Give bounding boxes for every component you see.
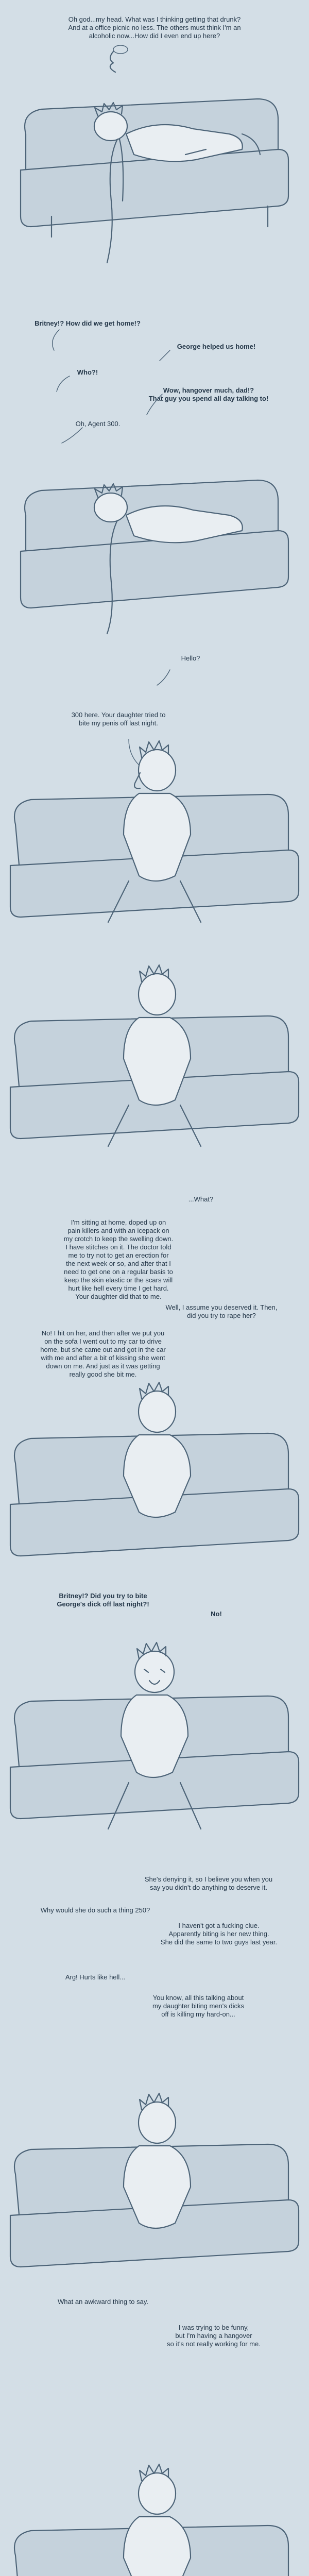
speech-britney-question: Britney!? How did we get home!? [35,319,141,327]
dad-on-phone-illustration-3 [0,1175,309,1566]
speech-daughter-no: No! [211,1610,222,1618]
dad-on-phone-illustration-4 [0,1855,309,2277]
speech-hangover: Wow, hangover much, dad!? That guy you spend all day talking to! [148,386,269,402]
sofa-sleeping-dad-illustration [0,0,309,289]
dad-on-phone-illustration-2 [0,927,309,1175]
comic-panel-2 [0,289,309,639]
comic-panel-5 [0,1175,309,1566]
comic-panel-7 [0,1855,309,2277]
speech-agent-300: Oh, Agent 300. [75,420,121,428]
comic-panel-8 [0,2277,309,2576]
comic-panel-3 [0,639,309,927]
speech-dad-reply: Well, I assume you deserved it. Then, did you try to rape her? [165,1303,278,1319]
speech-300-long: I'm sitting at home, doped up on pain killers and with an icepack on my crotch to keep the swelling down. I have stitches on it. The doctor told me to try not to get an erection for the next week or so, and after that I need to get one on a regular basis to keep the skin elastic or the scars will hurt like hell every time I get hard. Your daughter did that to me. [63,1218,174,1300]
speech-dad-shout: Britney!? Did you try to bite George's dick off last night?! [57,1592,149,1608]
sofa-waking-dad-illustration [0,289,309,639]
dad-on-phone-illustration-5 [0,2277,309,2576]
comic-panel-6 [0,1566,309,1855]
speech-300-hurts: Arg! Hurts like hell... [65,1973,126,1981]
speech-daughter-answer: George helped us home! [177,343,256,350]
speech-300-funny: I was trying to be funny, but I'm having a hangover so it's not really working for me. [167,2324,261,2348]
narration-text: Oh god...my head. What was I thinking getting that drunk? And at a office picnic no less. The others must think I'm an alcoholic now...How did I even end up here? [68,15,241,40]
speech-300-explanation: No! I hit on her, and then after we put you on the sofa I went out to my car to drive home, but she came out and got in the car with me and after a bit of kissing she went down on me. And just as it was getting really good she bit me. [40,1329,166,1378]
speech-300-report: 300 here. Your daughter tried to bite my penis off last night. [71,711,166,727]
speech-who: Who?! [77,368,98,376]
speech-300-hard-on: You know, all this talking about my daughter biting men's dicks off is killing my hard-on... [152,1994,245,2018]
speech-what: ...What? [188,1195,214,1203]
comic-panel-4 [0,927,309,1175]
comic-panel-1 [0,0,309,289]
speech-dad-why: Why would she do such a thing 250? [40,1906,150,1914]
speech-300-clue: I haven't got a fucking clue. Apparently biting is her new thing. She did the same to two guys last year. [160,1922,278,1946]
dad-shouting-illustration [0,1566,309,1855]
speech-dad-believe: She's denying it, so I believe you when you say you didn't do anything to deserve it. [144,1875,273,1891]
speech-dad-awkward: What an awkward thing to say. [57,2298,149,2306]
dad-on-phone-illustration-1 [0,639,309,927]
speech-hello: Hello? [181,654,200,662]
